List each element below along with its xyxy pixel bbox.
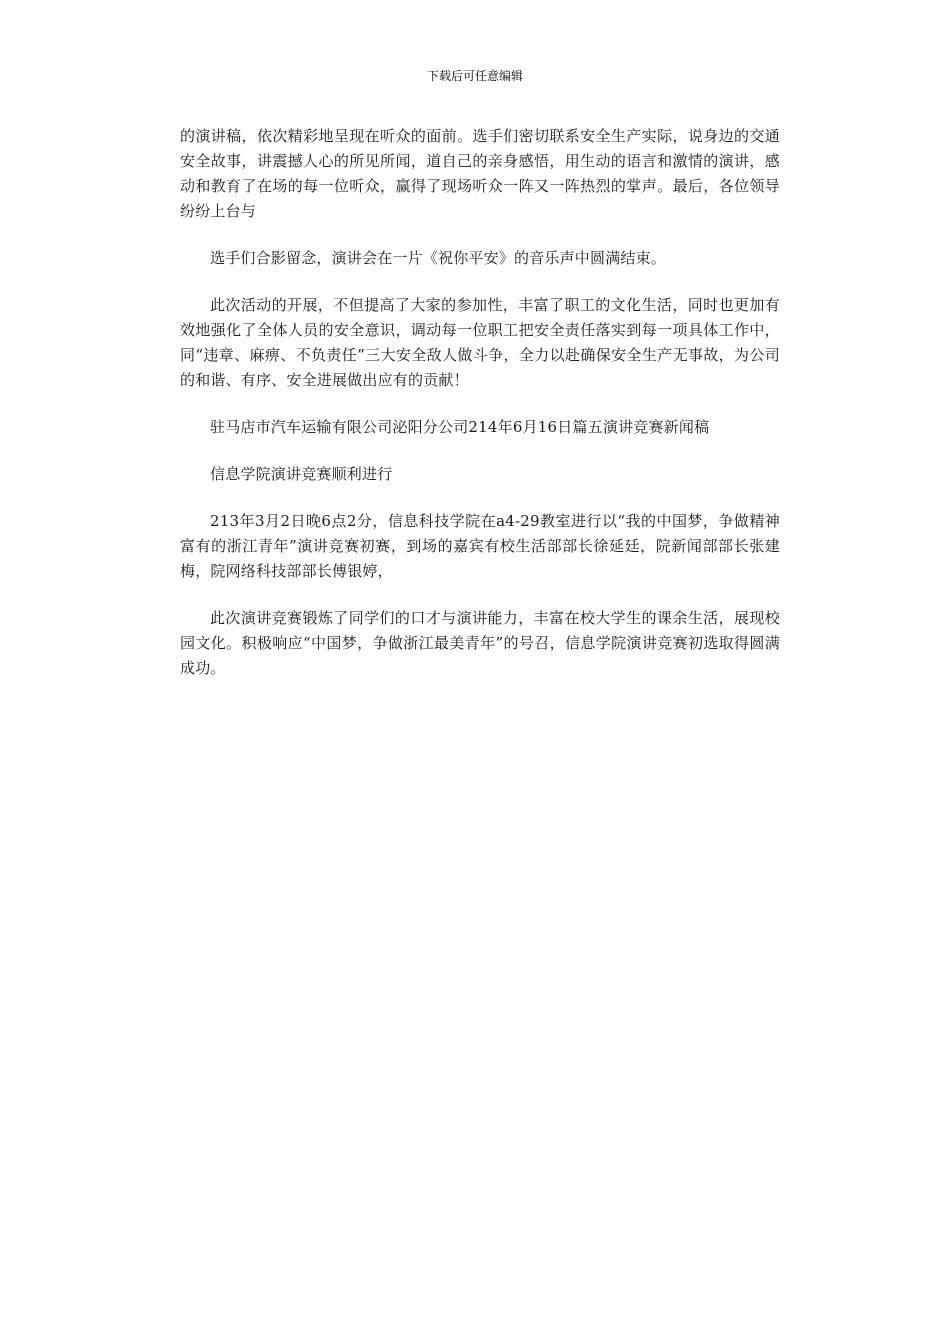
paragraph-5: 信息学院演讲竞赛顺利进行 — [210, 465, 393, 483]
paragraph-4: 驻马店市汽车运输有限公司泌阳分公司214年6月16日篇五演讲竞赛新闻稿 — [210, 418, 710, 436]
document-body — [180, 124, 780, 703]
paragraph-7: 此次演讲竞赛锻炼了同学们的口才与演讲能力，丰富在校大学生的课余生活，展现校园文化。积极响应“中国梦，争做浙江最美青年”的号召，信息学院演讲竞赛初选取得圆满成功。 — [180, 609, 780, 677]
paragraph-2: 选手们合影留念，演讲会在一片《祝你平安》的音乐声中圆满结束。 — [210, 249, 667, 267]
paragraph-1: 的演讲稿，依次精彩地呈现在听众的面前。选手们密切联系安全生产实际，说身边的交通安全故事，讲震撼人心的所见所闻，道自己的亲身感悟，用生动的语言和激情的演讲，感动和教育了在场的每一位听众，赢得了现场听众一阵又一阵热烈的掌声。最后，各位领导纷纷上台与 — [180, 127, 780, 220]
page-header: 下载后可任意编辑 — [426, 69, 523, 83]
paragraph-6: 213年3月2日晚6点2分，信息科技学院在a4-29教室进行以“我的中国梦，争做精神富有的浙江青年”演讲竞赛初赛，到场的嘉宾有校生活部部长徐延廷，院新闻部部长张建梅，院网络科技部部长傅银婷， — [180, 512, 780, 580]
paragraph-3: 此次活动的开展，不但提高了大家的参加性，丰富了职工的文化生活，同时也更加有效地强化了全体人员的安全意识，调动每一位职工把安全责任落实到每一项具体工作中，同“违章、麻痹、不负责任”三大安全敌人做斗争，全力以赴确保安全生产无事故，为公司的和谐、有序、安全进展做出应有的贡献！ — [180, 296, 780, 389]
